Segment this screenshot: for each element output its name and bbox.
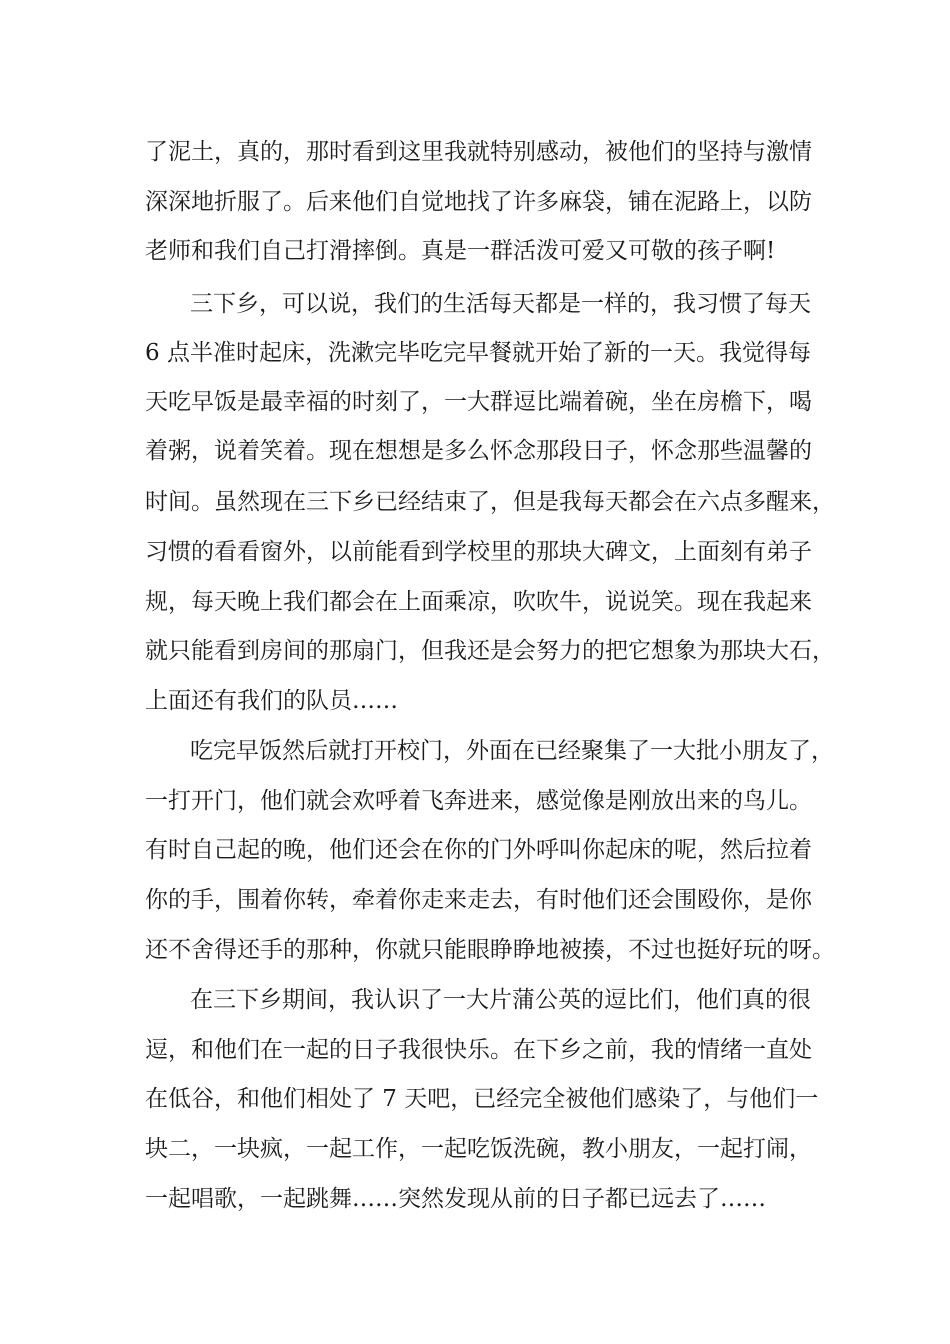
paragraph-first-line: 在三下乡期间，我认识了一大片蒲公英的逗比们，他们真的很 <box>190 987 811 1013</box>
text-line: 一打开门，他们就会欢呼着飞奔进来，感觉像是刚放出来的鸟儿。 <box>145 788 812 814</box>
text-line: 老师和我们自己打滑摔倒。真是一群活泼可爱又可敬的孩子啊! <box>145 238 776 264</box>
paragraph-first-line: 三下乡，可以说，我们的生活每天都是一样的，我习惯了每天 <box>190 291 811 317</box>
text-line: 块二，一块疯，一起工作，一起吃饭洗碗，教小朋友，一起打闹， <box>145 1136 812 1162</box>
text-line: 深深地折服了。后来他们自觉地找了许多麻袋，铺在泥路上，以防 <box>145 189 812 215</box>
text-line: 在低谷，和他们相处了 7 天吧，已经完全被他们感染了，与他们一 <box>145 1086 819 1112</box>
text-line: 还不舍得还手的那种，你就只能眼睁睁地被揍，不过也挺好玩的呀。 <box>145 937 835 963</box>
text-line: 天吃早饭是最幸福的时刻了，一大群逗比端着碗，坐在房檐下，喝 <box>145 389 812 415</box>
text-line: 有时自己起的晚，他们还会在你的门外呼叫你起床的呢，然后拉着 <box>145 837 812 863</box>
text-line: 规，每天晚上我们都会在上面乘凉，吹吹牛，说说笑。现在我起来 <box>145 589 812 615</box>
text-line: 着粥，说着笑着。现在想想是多么怀念那段日子，怀念那些温馨的 <box>145 438 812 464</box>
text-line: 习惯的看看窗外，以前能看到学校里的那块大碑文，上面刻有弟子 <box>145 539 812 565</box>
text-line: 时间。虽然现在三下乡已经结束了，但是我每天都会在六点多醒来， <box>145 489 835 515</box>
text-line: 你的手，围着你转，牵着你走来走去，有时他们还会围殴你，是你 <box>145 887 812 913</box>
text-line: 6 点半准时起床，洗漱完毕吃完早餐就开始了新的一天。我觉得每 <box>145 340 811 366</box>
text-line: 了泥土，真的，那时看到这里我就特别感动，被他们的坚持与激情 <box>145 139 812 165</box>
text-line: 上面还有我们的队员…… <box>145 688 398 714</box>
text-line: 一起唱歌，一起跳舞……突然发现从前的日子都已远去了…… <box>145 1186 766 1212</box>
text-line: 逗，和他们在一起的日子我很快乐。在下乡之前，我的情绪一直处 <box>145 1037 812 1063</box>
text-line: 就只能看到房间的那扇门，但我还是会努力的把它想象为那块大石， <box>145 638 835 664</box>
paragraph-first-line: 吃完早饭然后就打开校门，外面在已经聚集了一大批小朋友了， <box>190 738 834 764</box>
